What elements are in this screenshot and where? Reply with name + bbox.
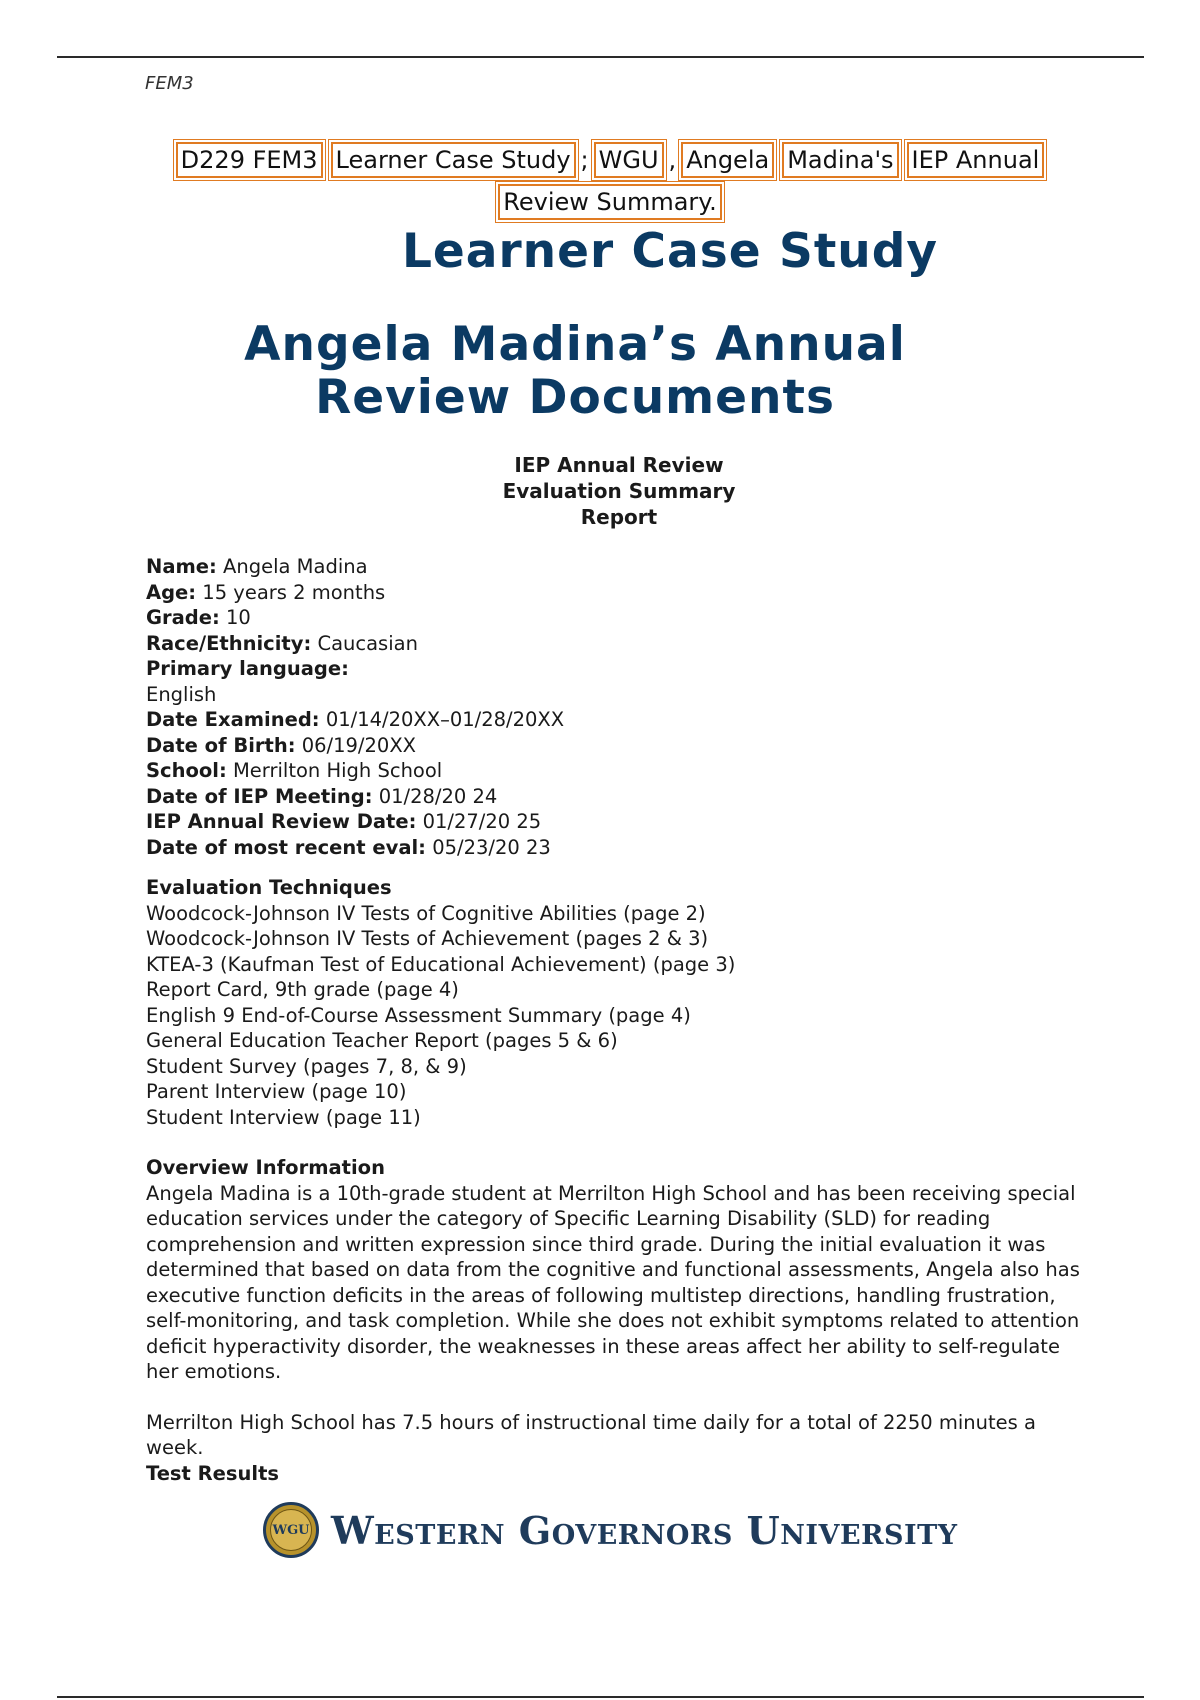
techniques-list — [146, 901, 1086, 1131]
document-title: Learner Case Study — [401, 224, 939, 279]
info-label: Primary language: — [146, 657, 349, 680]
technique-item: Report Card, 9th grade (page 4) — [146, 978, 459, 1001]
wgu-logo — [263, 1500, 958, 1560]
info-row — [146, 656, 1086, 682]
info-label: Grade: — [146, 606, 220, 629]
info-row — [146, 631, 1086, 657]
info-row — [146, 707, 1086, 733]
info-label: Race/Ethnicity: — [146, 631, 312, 655]
info-label: Date of Birth: — [146, 733, 296, 757]
wgu-seal-icon — [263, 1502, 319, 1558]
technique-item: KTEA-3 (Kaufman Test of Educational Achievement) (page 3) — [146, 952, 736, 976]
keyword-tag[interactable]: Review Summary. — [498, 184, 721, 220]
keyword-tag[interactable]: IEP Annual — [907, 142, 1045, 178]
test-results-heading: Test Results — [146, 1461, 279, 1485]
evaluation-techniques — [146, 875, 1086, 1130]
subtitle-line-1: Angela Madina’s Annual — [244, 317, 906, 372]
info-value: English — [146, 682, 217, 706]
technique-item: Parent Interview (page 10) — [146, 1080, 407, 1103]
info-label: Date of IEP Meeting: — [146, 784, 373, 808]
technique-item: Woodcock-Johnson IV Tests of Achievement (pages 2 & 3) — [146, 927, 709, 950]
report-heading-line-3: Report — [580, 505, 658, 529]
technique-item: Student Survey (pages 7, 8, & 9) — [146, 1054, 467, 1078]
overview-paragraph-1: Angela Madina is a 10th-grade student at Merrilton High School and has been receiving special education services under the category of Specific Learning Disability (SLD) for reading comprehension and written expression since third grade. During the initial evaluation it was determined that based on data from the cognitive and functional assessments, Angela also has executive function deficits in the areas of following multistep directions, handling frustration, self-monitoring, and task completion. While she does not exhibit symptoms related to attention deficit hyperactivity disorder, the weaknesses in these areas affect her ability to self-regulate her emotions. — [146, 1181, 1080, 1383]
keyword-tag[interactable]: Learner Case Study — [331, 142, 576, 178]
wgu-seal-text: WGU — [270, 1509, 312, 1551]
techniques-heading: Evaluation Techniques — [146, 876, 392, 899]
overview-paragraph-2: Merrilton High School has 7.5 hours of instructional time daily for a total of 2250 minutes a week. — [146, 1410, 1036, 1459]
document-subtitle — [0, 318, 1175, 424]
student-info — [146, 554, 1086, 860]
info-label: Age: — [146, 580, 197, 604]
info-value: 10 — [225, 606, 251, 629]
info-label: School: — [146, 759, 227, 782]
overview-section — [146, 1155, 1086, 1486]
info-label: Name: — [146, 555, 217, 578]
keyword-tag[interactable]: WGU — [594, 142, 664, 178]
technique-item: Woodcock-Johnson IV Tests of Cognitive Abilities (page 2) — [146, 901, 706, 925]
info-row — [146, 809, 1086, 835]
info-value: Angela Madina — [223, 555, 368, 578]
subtitle-line-2: Review Documents — [315, 370, 835, 425]
info-value: 15 years 2 months — [202, 580, 386, 604]
info-row — [146, 682, 1086, 708]
info-row — [146, 835, 1086, 861]
technique-item: English 9 End-of-Course Assessment Summary (page 4) — [146, 1003, 691, 1027]
bottom-rule — [57, 1696, 1144, 1698]
info-row — [146, 758, 1086, 784]
report-heading-line-1: IEP Annual Review — [514, 453, 724, 477]
technique-item: General Education Teacher Report (pages 5 & 6) — [146, 1029, 618, 1052]
info-value: 01/28/20 24 — [378, 784, 498, 808]
info-row — [146, 605, 1086, 631]
running-header: FEM3 — [145, 73, 194, 94]
wgu-wordmark: Western Governors University — [331, 1507, 958, 1553]
info-value: 01/14/20XX–01/28/20XX — [325, 708, 565, 731]
overview-heading: Overview Information — [146, 1156, 385, 1179]
keyword-tag[interactable]: Angela — [681, 142, 774, 178]
tag-separator: , — [668, 146, 677, 174]
info-label: IEP Annual Review Date: — [146, 810, 417, 833]
info-label: Date Examined: — [146, 708, 320, 731]
report-heading — [0, 452, 1200, 530]
info-value: 06/19/20XX — [301, 733, 417, 757]
info-row — [146, 554, 1086, 580]
info-value: 05/23/20 23 — [432, 835, 551, 859]
report-heading-line-2: Evaluation Summary — [502, 479, 736, 503]
keyword-tags — [140, 139, 1080, 223]
top-rule — [57, 56, 1144, 58]
info-value: 01/27/20 25 — [422, 810, 542, 833]
info-row — [146, 580, 1086, 606]
technique-item: Student Interview (page 11) — [146, 1105, 421, 1129]
info-label: Date of most recent eval: — [146, 835, 426, 859]
keyword-tag[interactable]: Madina's — [782, 142, 898, 178]
info-row — [146, 733, 1086, 759]
info-row — [146, 784, 1086, 810]
info-value: Caucasian — [317, 631, 418, 655]
info-value: Merrilton High School — [232, 759, 443, 782]
keyword-tag[interactable]: D229 FEM3 — [176, 142, 323, 178]
tag-separator: ; — [580, 146, 589, 174]
